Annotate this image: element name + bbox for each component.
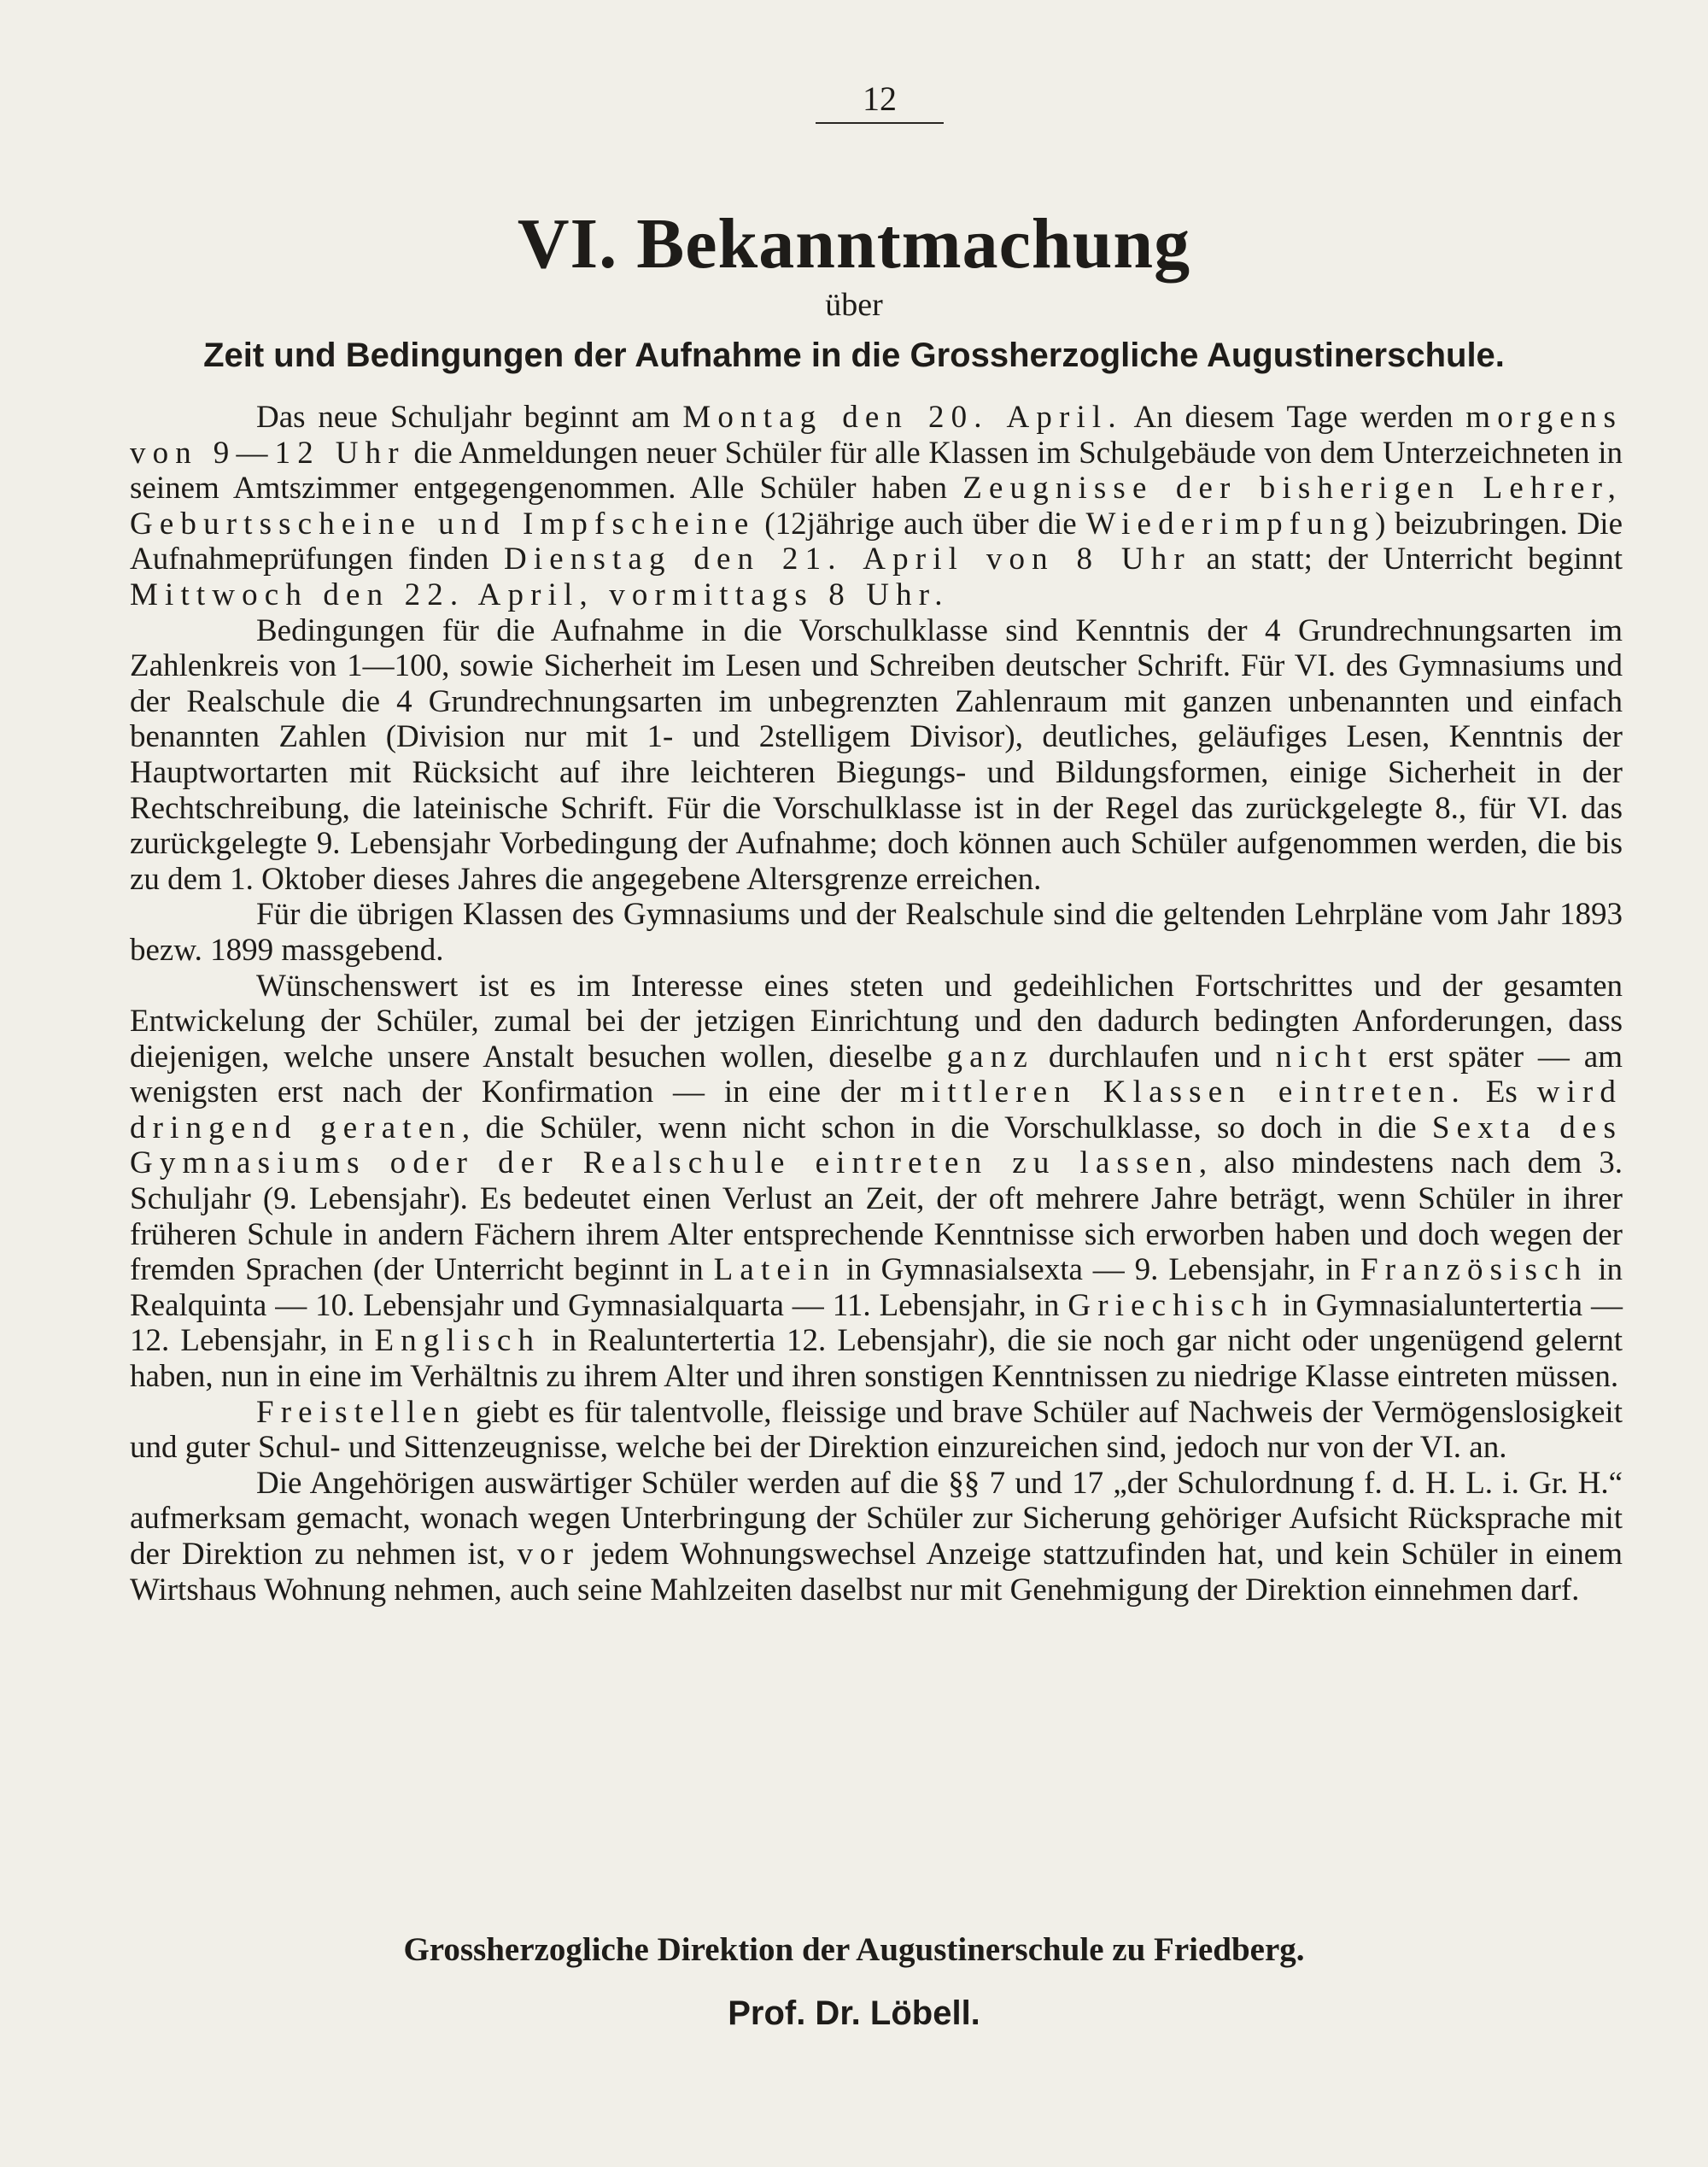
spaced-emphasis: nicht <box>1275 1039 1374 1075</box>
spaced-emphasis: Französisch <box>1360 1252 1588 1288</box>
spaced-emphasis: wird dringend geraten <box>130 1075 1623 1145</box>
text-run: in Gymnasialsexta — 9. Lebensjahr, in <box>836 1252 1361 1288</box>
spaced-emphasis: Freistellen <box>256 1394 466 1430</box>
spaced-emphasis: vor <box>517 1537 581 1572</box>
page-number-rule <box>816 122 944 124</box>
spaced-emphasis: Montag den 20. April. <box>682 400 1123 435</box>
paragraph-external-students <box>130 1466 1623 1608</box>
text-run: an statt; der Unterricht beginnt <box>1190 542 1623 577</box>
text-run: in Realquinta — 10. Lebensjahr und Gymnasialquarta — 11. Lebensjahr, in <box>130 1252 1623 1323</box>
text-run: jedem Wohnungswechsel Anzeige stattzufinden hat, und kein Schüler in einem Wirtshaus Wohnung nehmen, auch seine Mahlzeiten daselbst nur mit Genehmigung der Direktion einnehmen darf. <box>130 1537 1623 1608</box>
text-run: Das neue Schuljahr beginnt am <box>256 400 683 435</box>
text-run: , die Schüler, wenn nicht schon in die Vorschulklasse, so doch in die <box>461 1110 1432 1145</box>
text-run: (12jährige auch über die <box>755 506 1086 542</box>
spaced-emphasis: Zeugnisse der bisherigen Lehrer, Geburtsscheine und Impfscheine <box>130 471 1623 542</box>
paragraph-admission-conditions <box>130 613 1623 898</box>
title-preposition: über <box>825 287 883 323</box>
text-run: Wünschenswert ist es im Interesse eines steten und gedeihlichen Fortschrittes und der gesamten Entwickelung der Schüler, zumal bei der jetzigen Einrichtung und den dadurch bedingten Anforderungen, dass diejenigen, welche unsere Anstalt besuchen wollen, dieselbe <box>130 968 1623 1075</box>
text-run: Es <box>1465 1075 1537 1110</box>
school-direction: Grossherzogliche Direktion der Augustinerschule zu Friedberg. <box>403 1931 1305 1968</box>
spaced-emphasis: Griechisch <box>1068 1287 1275 1323</box>
text-run: Bedingungen für die Aufnahme in die Vorschulklasse sind Kenntnis der 4 Grundrechnungsarten im Zahlenkreis von 1—100, sowie Sicherheit im Lesen und Schreiben deutscher Schrift. Für VI. des Gymnasiums und der Realschule die 4 Grundrechnungsarten im unbegrenzten Zahlenraum mit ganzen unbenannten und einfach benannten Zahlen (Division nur mit 1- und 2stelligem Divisor), deutliches, geläufiges Lesen, Kenntnis der Hauptwortarten mit Rücksicht auf ihre leichteren Biegungs- und Bildungsformen, einige Sicherheit in der Rechtschreibung, die lateinische Schrift. Für die Vorschulklasse ist in der Regel das zurückgelegte 8., für VI. das zurückgelegte 9. Lebensjahr Vorbedingung der Aufnahme; doch können auch Schüler aufgenommen werden, die bis zu dem 1. Oktober dieses Jahres die angegebene Altersgrenze erreichen. <box>130 612 1623 897</box>
body-text <box>130 400 1623 1608</box>
spaced-emphasis: Latein <box>713 1252 837 1288</box>
spaced-emphasis: ganz <box>946 1039 1034 1075</box>
spaced-emphasis: Mittwoch den 22. April, vormittags 8 Uhr. <box>130 577 950 612</box>
paragraph-free-places <box>130 1395 1623 1466</box>
spaced-emphasis: Wiederimpfung <box>1085 506 1376 542</box>
paragraph-curricula <box>130 897 1623 968</box>
text-run: erst später — am wenigsten erst nach der Konfirmation — in eine der <box>130 1039 1623 1110</box>
spaced-emphasis: Englisch <box>374 1323 541 1359</box>
text-run: in Realuntertertia 12. Lebensjahr), die sie noch gar nicht oder ungenügend gelernt haben, nun in eine im Verhältnis zu ihrem Alter und ihren sonstigen Kenntnissen zu niedrige Klasse eintreten müssen. <box>130 1323 1623 1395</box>
page-title: VI. Bekanntmachung <box>517 204 1191 284</box>
text-run: durchlaufen und <box>1033 1039 1276 1075</box>
spaced-emphasis: Sexta des Gymnasiums oder der Realschule eintreten zu lassen <box>130 1110 1623 1181</box>
page-number: 12 <box>863 79 897 118</box>
spaced-emphasis: Dienstag den 21. April von 8 Uhr <box>503 542 1191 577</box>
text-run: Für die übrigen Klassen des Gymnasiums und der Realschule sind die geltenden Lehrpläne vom Jahr 1893 bezw. 1899 massgebend. <box>130 897 1623 968</box>
page-subtitle: Zeit und Bedingungen der Aufnahme in die Grossherzogliche Augustinerschule. <box>203 337 1505 374</box>
text-run: die Anmeldungen neuer Schüler für alle Klassen im Schulgebäude von dem Unterzeichneten in seinem Amtszimmer entgegengenommen. Alle Schüler haben <box>130 435 1623 507</box>
spaced-emphasis: mittleren Klassen eintreten. <box>900 1075 1466 1110</box>
paragraph-recommendation <box>130 969 1623 1395</box>
text-run: An diesem Tage werden <box>1122 400 1466 435</box>
paragraph-school-year-start <box>130 400 1623 613</box>
text-run: in Gymnasialuntertertia — 12. Lebensjahr, in <box>130 1287 1623 1359</box>
spaced-emphasis: morgens von 9—12 Uhr <box>130 400 1623 471</box>
text-run: , also mindestens nach dem 3. Schuljahr (9. Lebensjahr). Es bedeutet einen Verlust an Zeit, der oft mehrere Jahre beträgt, wenn Schüler in ihrer früheren Schule in andern Fächern ihrem Alter entsprechende Kenntnisse sich erworben haben und doch wegen der fremden Sprachen (der Unterricht beginnt in <box>130 1145 1623 1288</box>
text-run: giebt es für talentvolle, fleissige und brave Schüler auf Nachweis der Vermögenslosigkeit und guter Schul- und Sittenzeugnisse, welche bei der Direktion einzureichen sind, jedoch nur von der VI. an. <box>130 1394 1623 1466</box>
text-run: Die Angehörigen auswärtiger Schüler werden auf die §§ 7 und 17 „der Schulordnung f. d. H. L. i. Gr. H.“ aufmerksam gemacht, wonach wegen Unterbringung der Schüler zur Sicherung gehöriger Aufsicht Rücksprache mit der Direktion zu nehmen ist, <box>130 1465 1623 1572</box>
signature: Prof. Dr. Löbell. <box>728 1994 980 2032</box>
text-run: ) beizubringen. Die Aufnahmeprüfungen finden <box>130 506 1623 577</box>
